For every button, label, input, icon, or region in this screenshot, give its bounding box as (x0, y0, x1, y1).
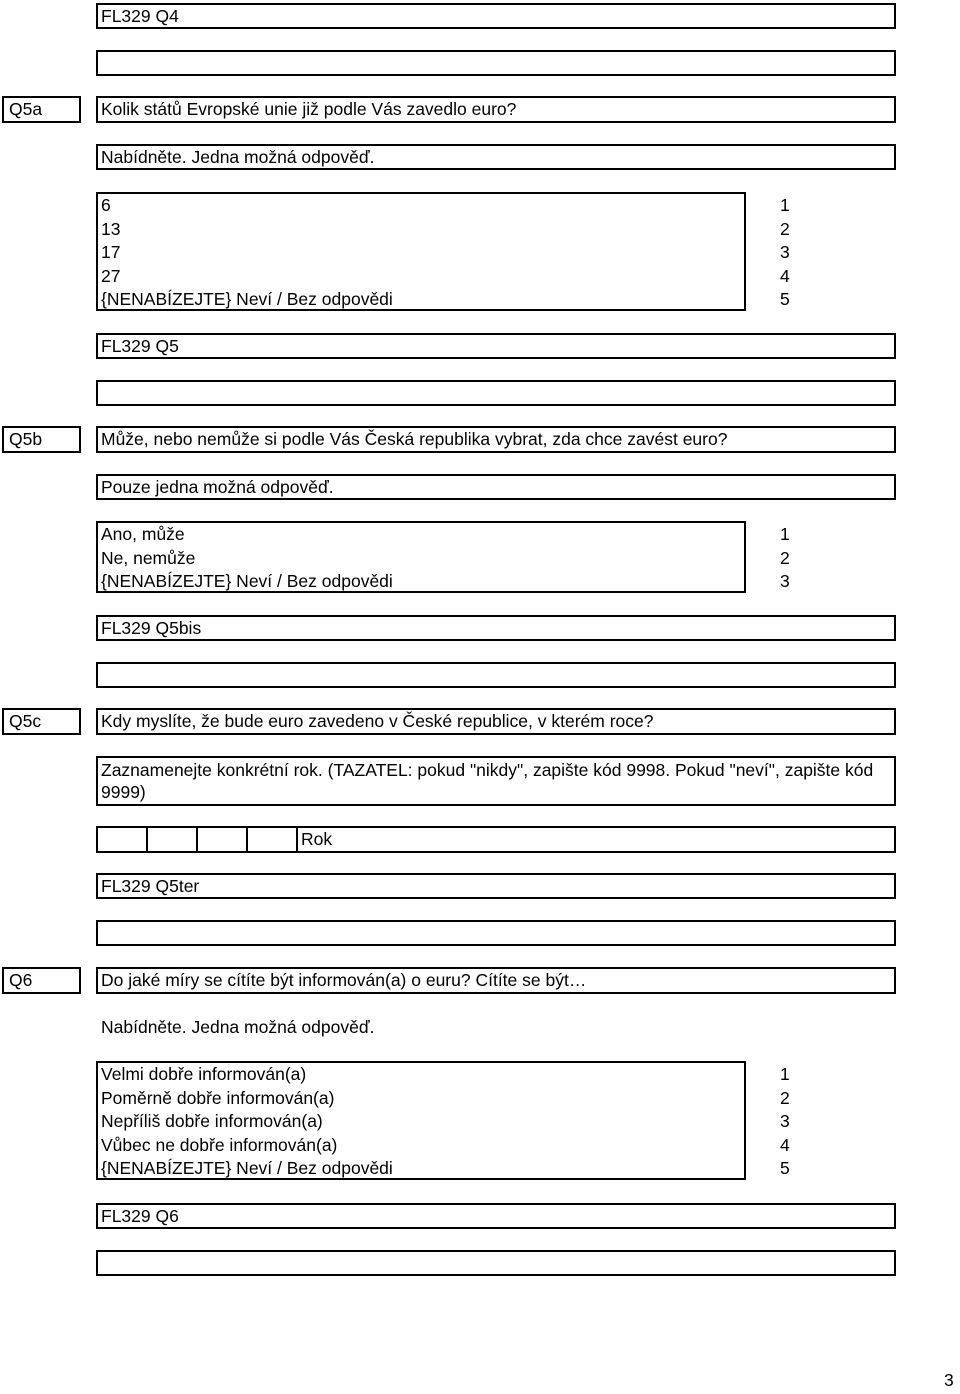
q5a-answer-field[interactable] (96, 380, 896, 406)
code: 3 (780, 242, 790, 262)
code: 5 (780, 289, 790, 309)
q5b-id: Q5b (2, 426, 81, 453)
q5c-instruction: Zaznamenejte konkrétní rok. (TAZATEL: pokud "nikdy", zapište kód 9998. Pokud "neví", zapište kód 9999) (96, 756, 896, 806)
q5c-answer-field[interactable] (96, 920, 896, 946)
q6-id: Q6 (2, 967, 81, 994)
year-digit-1[interactable] (96, 826, 146, 853)
q5c-id: Q5c (2, 708, 81, 735)
code: 3 (780, 571, 790, 591)
option[interactable]: 6 (101, 195, 111, 215)
option[interactable]: Velmi dobře informován(a) (101, 1064, 307, 1084)
option[interactable]: Nepříliš dobře informován(a) (101, 1111, 323, 1131)
code: 2 (780, 547, 790, 568)
option[interactable]: 13 (101, 218, 121, 239)
q5b-options (96, 521, 746, 593)
year-digit-3[interactable] (196, 826, 246, 853)
option[interactable]: {NENABÍZEJTE} Neví / Bez odpovědi (101, 571, 393, 591)
q5c-question: Kdy myslíte, že bude euro zavedeno v České republice, v kterém roce? (96, 708, 896, 735)
page-number: 3 (944, 1370, 954, 1390)
q6-options (96, 1061, 746, 1180)
q6-instruction: Nabídněte. Jedna možná odpověď. (96, 1014, 896, 1040)
q5a-question: Kolik států Evropské unie již podle Vás zavedlo euro? (96, 96, 896, 123)
year-digit-4[interactable] (246, 826, 296, 853)
q5b-instruction: Pouze jedna možná odpověď. (96, 474, 896, 500)
option[interactable]: {NENABÍZEJTE} Neví / Bez odpovědi (101, 1158, 393, 1178)
code: 4 (780, 1134, 790, 1155)
code: 1 (780, 195, 790, 215)
code: 4 (780, 265, 790, 286)
code: 3 (780, 1111, 790, 1131)
code: 5 (780, 1158, 790, 1178)
option[interactable]: Poměrně dobře informován(a) (101, 1087, 335, 1108)
q5a-instruction: Nabídněte. Jedna možná odpověď. (96, 144, 896, 170)
q5a-codes (780, 194, 804, 312)
q6-answer-field[interactable] (96, 1250, 896, 1276)
code: 2 (780, 1087, 790, 1108)
code: 1 (780, 1064, 790, 1084)
q5a-options (96, 192, 746, 311)
option[interactable]: Ano, může (101, 524, 185, 544)
q5c-footer: FL329 Q5ter (96, 873, 896, 899)
code: 2 (780, 218, 790, 239)
year-digit-2[interactable] (146, 826, 196, 853)
option[interactable]: 27 (101, 265, 121, 286)
year-label: Rok (296, 826, 896, 853)
q5a-footer: FL329 Q5 (96, 333, 896, 359)
option[interactable]: 17 (101, 242, 121, 262)
q5b-codes (780, 523, 804, 594)
q6-codes (780, 1063, 804, 1181)
q5a-id: Q5a (2, 96, 81, 123)
q4-footer: FL329 Q4 (96, 3, 896, 29)
q6-footer: FL329 Q6 (96, 1203, 896, 1229)
option[interactable]: Ne, nemůže (101, 547, 196, 568)
q6-question: Do jaké míry se cítíte být informován(a) o euru? Cítíte se být… (96, 967, 896, 994)
option[interactable]: Vůbec ne dobře informován(a) (101, 1134, 338, 1155)
q5b-question: Může, nebo nemůže si podle Vás Česká republika vybrat, zda chce zavést euro? (96, 426, 896, 453)
code: 1 (780, 524, 790, 544)
q5b-answer-field[interactable] (96, 662, 896, 688)
q5b-footer: FL329 Q5bis (96, 615, 896, 641)
q4-answer-field[interactable] (96, 50, 896, 76)
option[interactable]: {NENABÍZEJTE} Neví / Bez odpovědi (101, 289, 393, 309)
